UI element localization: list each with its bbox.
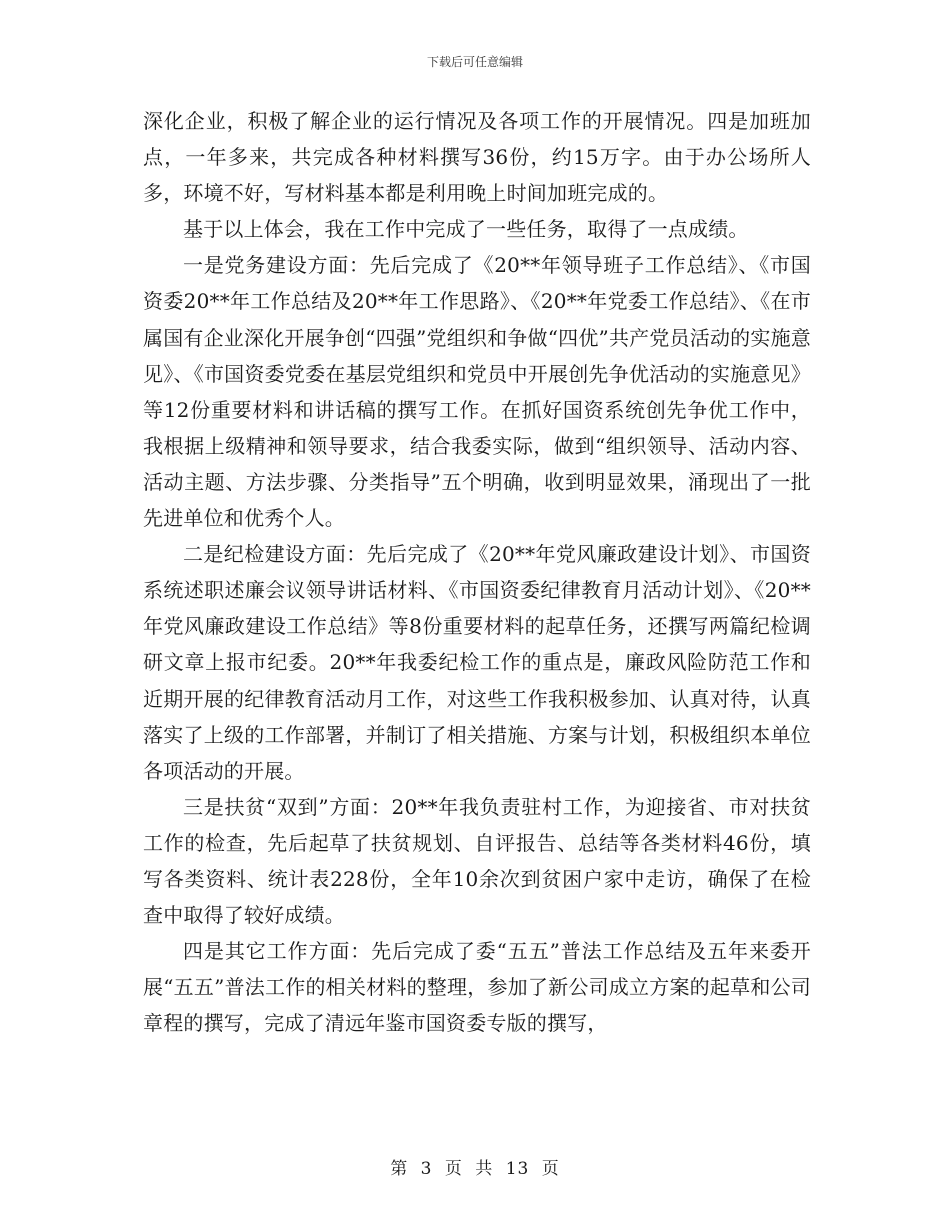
paragraph-poverty-relief: 三是扶贫“双到”方面：20**年我负责驻村工作，为迎接省、市对扶贫工作的检查，先后起草了扶贫规划、自评报告、总结等各类材料46份，填写各类资料、统计表228份，全年10余次到贫困户家中走访，确保了在检查中取得了较好成绩。 (143, 794, 811, 928)
paragraph-continuation: 深化企业，积极了解企业的运行情况及各项工作的开展情况。四是加班加点，一年多来，共完成各种材料撰写36份，约15万字。由于办公场所人多，环境不好，写材料基本都是利用晚上时间加班完成的。 (143, 109, 811, 206)
paragraph-discipline: 二是纪检建设方面：先后完成了《20**年党风廉政建设计划》、市国资系统述职述廉会议领导讲话材料、《市国资委纪律教育月活动计划》、《20**年党风廉政建设工作总结》等8份重要材料的起草任务，还撰写两篇纪检调研文章上报市纪委。20**年我委纪检工作的重点是，廉政风险防范工作和近期开展的纪律教育活动月工作，对这些工作我积极参加、认真对待，认真落实了上级的工作部署，并制订了相关措施、方案与计划，积极组织本单位各项活动的开展。 (143, 542, 811, 783)
paragraph-other-work: 四是其它工作方面：先后完成了委“五五”普法工作总结及五年来委开展“五五”普法工作的相关材料的整理，参加了新公司成立方案的起草和公司章程的撰写，完成了清远年鉴市国资委专版的撰写， (143, 939, 811, 1036)
paragraph-summary: 基于以上体会，我在工作中完成了一些任务，取得了一点成绩。 (183, 217, 749, 242)
page-number: 第 3 页 共 13 页 (390, 1159, 560, 1179)
paragraph-party-affairs: 一是党务建设方面：先后完成了《20**年领导班子工作总结》、《市国资委20**年工作总结及20**年工作思路》、《20**年党委工作总结》、《在市属国有企业深化开展争创“四强”党组织和争做“四优”共产党员活动的实施意见》、《市国资委党委在基层党组织和党员中开展创先争优活动的实施意见》等12份重要材料和讲话稿的撰写工作。在抓好国资系统创先争优工作中，我根据上级精神和领导要求，结合我委实际，做到“组织领导、活动内容、活动主题、方法步骤、分类指导”五个明确，收到明显效果，涌现出了一批先进单位和优秀个人。 (143, 253, 811, 531)
document-body (143, 103, 811, 1041)
page-header: 下载后可任意编辑 (426, 55, 523, 69)
